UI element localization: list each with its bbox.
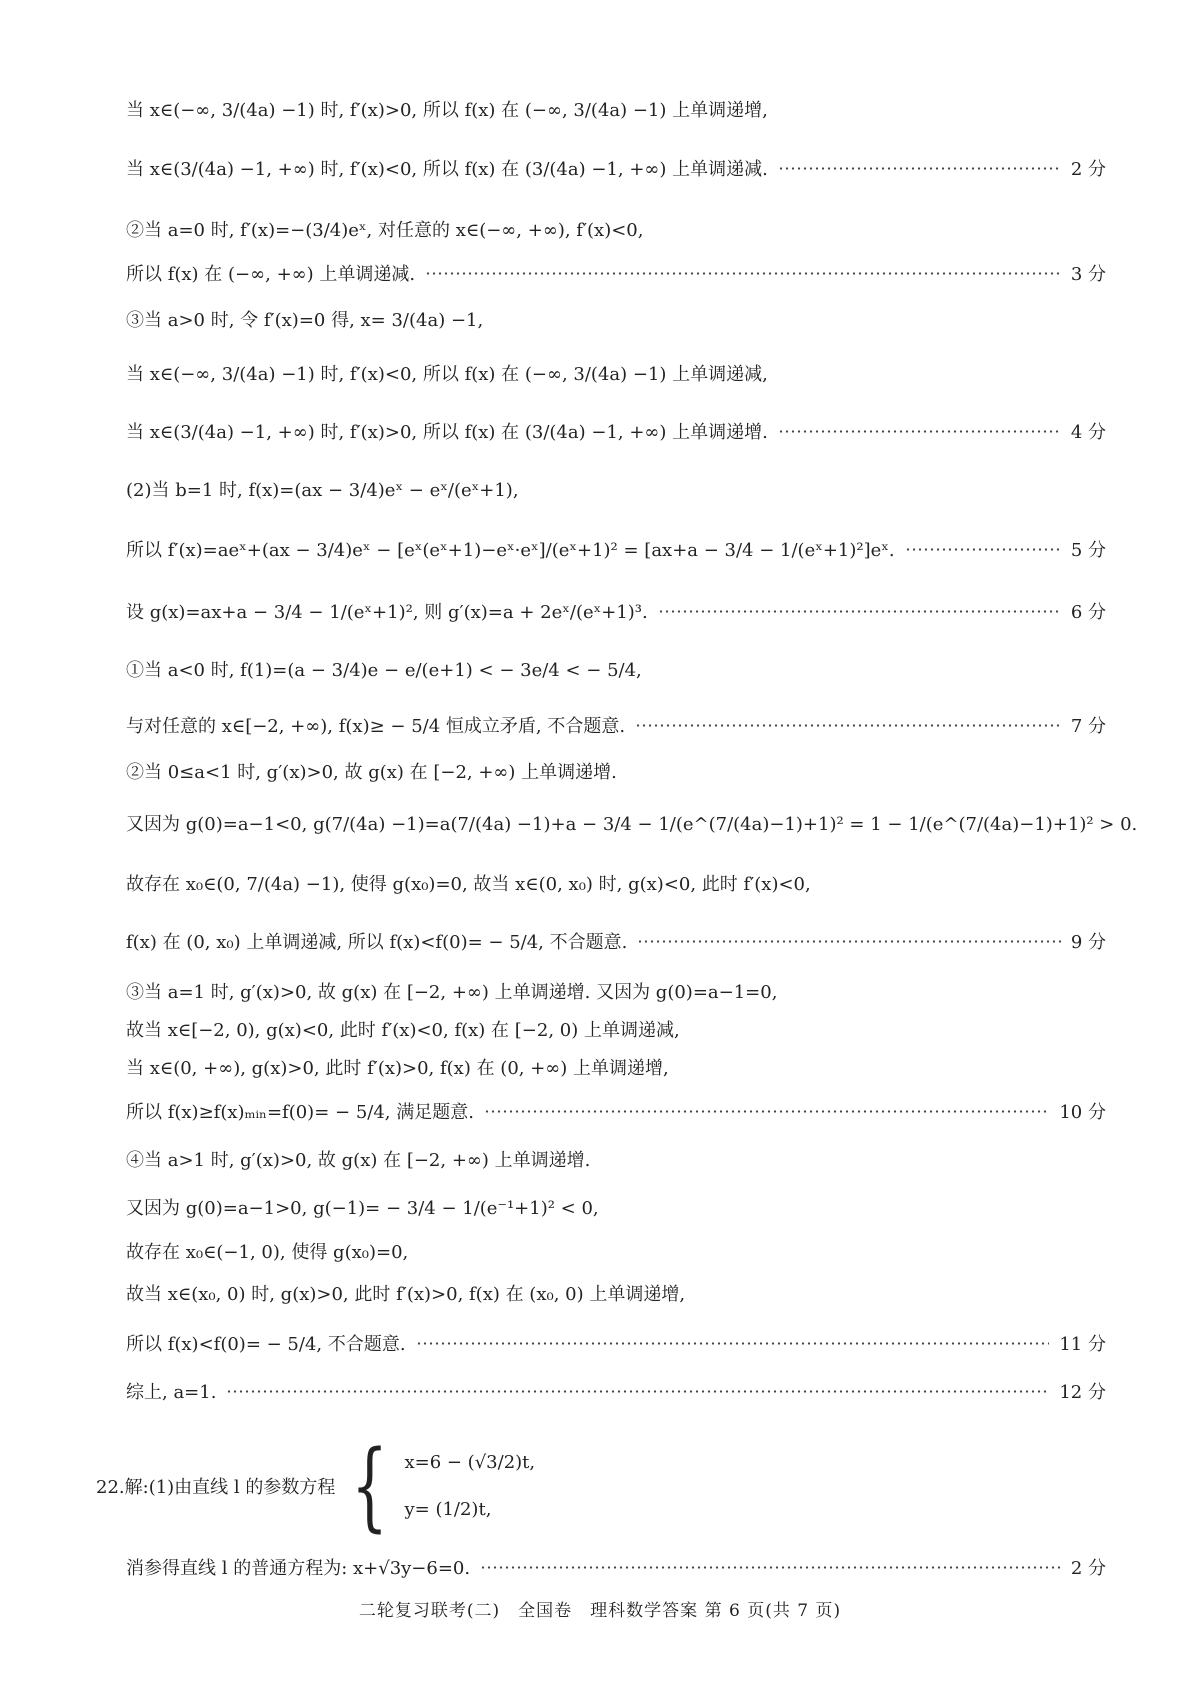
solution-line-10: [126, 598, 1106, 624]
score-label: 10 分: [1059, 1102, 1106, 1123]
leader-dots: [637, 940, 1060, 943]
solution-line-22: [126, 1194, 1106, 1220]
line-text: 所以 f(x)<f(0)= − 5/4, 不合题意.: [126, 1334, 406, 1355]
solution-line-23: [126, 1238, 1106, 1264]
line-text: (2)当 b=1 时, f(x)=(ax − 3/4)eˣ − eˣ/(eˣ+1),: [126, 480, 519, 501]
line-text: 故当 x∈[−2, 0), g(x)<0, 此时 f′(x)<0, f(x) 在 [−2, 0) 上单调递减,: [126, 1020, 680, 1041]
score-label: 7 分: [1070, 716, 1106, 737]
solution-line-21: [126, 1146, 1106, 1172]
line-text: 所以 f′(x)=aeˣ+(ax − 3/4)eˣ − [eˣ(eˣ+1)−eˣ·eˣ]/(eˣ+1)² = [ax+a − 3/4 − 1/(eˣ+1)²]eˣ.: [126, 540, 895, 561]
line-text: 当 x∈(0, +∞), g(x)>0, 此时 f′(x)>0, f(x) 在 (0, +∞) 上单调递增,: [126, 1058, 669, 1079]
score-label: 12 分: [1059, 1382, 1106, 1403]
line-text: ③当 a>0 时, 令 f′(x)=0 得, x= 3/(4a) −1,: [126, 310, 484, 331]
line-text: 综上, a=1.: [126, 1382, 217, 1403]
leader-dots: [905, 548, 1061, 551]
solution-line-1: [126, 96, 1106, 122]
line-text: 设 g(x)=ax+a − 3/4 − 1/(eˣ+1)², 则 g′(x)=a + 2eˣ/(eˣ+1)³.: [126, 602, 648, 623]
system-row-y: y= (1/2)t,: [404, 1499, 492, 1520]
line-text: 故存在 x₀∈(0, 7/(4a) −1), 使得 g(x₀)=0, 故当 x∈(0, x₀) 时, g(x)<0, 此时 f′(x)<0,: [126, 874, 811, 895]
score-label: 2 分: [1070, 159, 1106, 180]
solution-line-14: [126, 810, 1138, 836]
line-text: 又因为 g(0)=a−1<0, g(7/(4a) −1)=a(7/(4a) −1)+a − 3/4 − 1/(e^(7/(4a)−1)+1)² = 1 − 1/(e^(7/(4a)−1)+1)² > 0.: [126, 814, 1138, 835]
leader-dots: [480, 1566, 1061, 1569]
leader-dots: [778, 430, 1061, 433]
score-label: 4 分: [1070, 422, 1106, 443]
solution-line-16: [126, 928, 1106, 954]
solution-line-4: [126, 260, 1106, 286]
solution-line-6: [126, 360, 1106, 386]
line-text: ①当 a<0 时, f(1)=(a − 3/4)e − e/(e+1) < − 3e/4 < − 5/4,: [126, 660, 642, 681]
score-label: 2 分: [1070, 1558, 1106, 1579]
score-label: 3 分: [1070, 264, 1106, 285]
line-text: 故存在 x₀∈(−1, 0), 使得 g(x₀)=0,: [126, 1242, 409, 1263]
system-rows: [404, 1452, 535, 1520]
solution-line-7: [126, 418, 1106, 444]
system-row-x: x=6 − (√3/2)t,: [404, 1452, 536, 1473]
score-label: 5 分: [1070, 540, 1106, 561]
solution-line-3: [126, 216, 1106, 242]
solution-line-5: [126, 306, 1106, 332]
solution-line-25: [126, 1330, 1106, 1356]
solution-line-18: [126, 1016, 1106, 1042]
q22-parametric-system: [96, 1430, 696, 1542]
page-footer: 二轮复习联考(二) 全国卷 理科数学答案 第 6 页(共 7 页): [358, 1601, 842, 1621]
line-text: 当 x∈(−∞, 3/(4a) −1) 时, f′(x)<0, 所以 f(x) 在 (−∞, 3/(4a) −1) 上单调递减,: [126, 364, 768, 385]
solution-line-19: [126, 1054, 1106, 1080]
line-text: ③当 a=1 时, g′(x)>0, 故 g(x) 在 [−2, +∞) 上单调递增. 又因为 g(0)=a−1=0,: [126, 982, 778, 1003]
leader-dots: [416, 1342, 1050, 1345]
q22-lead: 22.解:(1)由直线 l 的参数方程: [96, 1477, 336, 1498]
line-text: ④当 a>1 时, g′(x)>0, 故 g(x) 在 [−2, +∞) 上单调递增.: [126, 1150, 591, 1171]
leader-dots: [635, 724, 1061, 727]
score-label: 9 分: [1070, 932, 1106, 953]
solution-line-17: [126, 978, 1106, 1004]
leader-dots: [226, 1390, 1049, 1393]
solution-line-12: [126, 712, 1106, 738]
solution-line-24: [126, 1280, 1106, 1306]
line-text: 又因为 g(0)=a−1>0, g(−1)= − 3/4 − 1/(e⁻¹+1)² < 0,: [126, 1198, 599, 1219]
line-text: 所以 f(x)≥f(x)ₘᵢₙ=f(0)= − 5/4, 满足题意.: [126, 1102, 474, 1123]
leader-dots: [778, 167, 1061, 170]
solution-line-13: [126, 758, 1106, 784]
leader-dots: [658, 610, 1061, 613]
line-text: ②当 0≤a<1 时, g′(x)>0, 故 g(x) 在 [−2, +∞) 上单调递增.: [126, 762, 617, 783]
line-text: 所以 f(x) 在 (−∞, +∞) 上单调递减.: [126, 264, 416, 285]
line-text: 当 x∈(−∞, 3/(4a) −1) 时, f′(x)>0, 所以 f(x) 在 (−∞, 3/(4a) −1) 上单调递增,: [126, 100, 768, 121]
solution-line-last: [126, 1554, 1106, 1580]
solution-line-11: [126, 656, 1106, 682]
line-text: 当 x∈(3/(4a) −1, +∞) 时, f′(x)>0, 所以 f(x) 在 (3/(4a) −1, +∞) 上单调递增.: [126, 422, 768, 443]
score-label: 6 分: [1070, 602, 1106, 623]
left-brace: {: [351, 1430, 389, 1542]
line-text: 当 x∈(3/(4a) −1, +∞) 时, f′(x)<0, 所以 f(x) 在 (3/(4a) −1, +∞) 上单调递减.: [126, 159, 768, 180]
solution-line-2: [126, 155, 1106, 181]
line-text: 与对任意的 x∈[−2, +∞), f(x)≥ − 5/4 恒成立矛盾, 不合题意.: [126, 716, 626, 737]
solution-line-20: [126, 1098, 1106, 1124]
solution-line-26: [126, 1378, 1106, 1404]
line-text: f(x) 在 (0, x₀) 上单调递减, 所以 f(x)<f(0)= − 5/4, 不合题意.: [126, 932, 628, 953]
score-label: 11 分: [1059, 1334, 1106, 1355]
solution-line-15: [126, 870, 1106, 896]
leader-dots: [484, 1110, 1049, 1113]
solution-line-9: [126, 536, 1106, 562]
leader-dots: [425, 272, 1061, 275]
solution-line-8: [126, 476, 1106, 502]
line-text: ②当 a=0 时, f′(x)=−(3/4)eˣ, 对任意的 x∈(−∞, +∞), f′(x)<0,: [126, 220, 644, 241]
line-text: 故当 x∈(x₀, 0) 时, g(x)>0, 此时 f′(x)>0, f(x) 在 (x₀, 0) 上单调递增,: [126, 1284, 686, 1305]
line-text: 消参得直线 l 的普通方程为: x+√3y−6=0.: [126, 1558, 471, 1579]
